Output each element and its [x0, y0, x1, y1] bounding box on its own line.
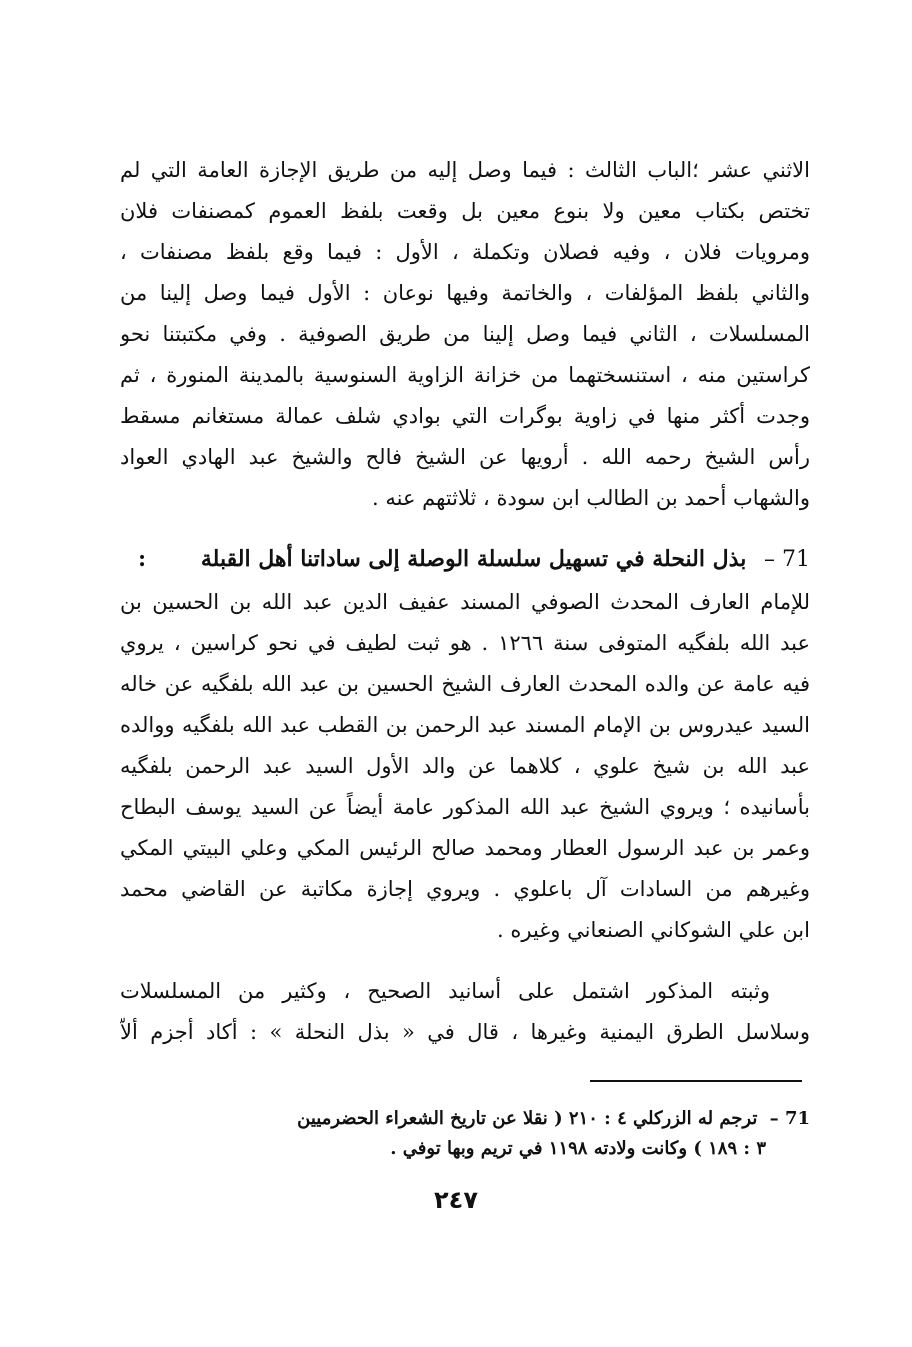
text-line: وعمر بن عبد الرسول العطار ومحمد صالح الرئيس المكي وعلي البيتي المكي — [120, 836, 810, 860]
paragraph-continuation — [120, 971, 810, 1053]
entry-title: بذل النحلة في تسهيل سلسلة الوصلة إلى ساداتنا أهل القبلة — [200, 546, 747, 572]
text-line: الاثني عشر ؛الباب الثالث : فيما وصل إليه من طريق الإجازة العامة التي لم — [120, 158, 810, 182]
text-line: عبد الله بلفگيه المتوفى سنة ١٢٦٦ . هو ثبت لطيف في نحو كراسين ، يروي — [120, 631, 810, 655]
paragraph-entry-body — [120, 582, 810, 951]
text-line: فيه عامة عن والده المحدث العارف الشيخ الحسين بن عبد الله بلفگيه عن خاله — [120, 672, 810, 696]
text-line: تختص بكتاب معين ولا بنوع معين بل وقعت بلفظ العموم كمصنفات فلان — [120, 199, 810, 223]
text-line: والشهاب أحمد بن الطالب ابن سودة ، ثلاثتهم عنه . — [372, 486, 810, 510]
text-line: وجدت أكثر منها في زاوية بوگرات التي بوادي شلف عمالة مستغانم مسقط — [120, 404, 810, 428]
footnote-number: 71 – — [769, 1108, 810, 1129]
text-line: وغيرهم من السادات آل باعلوي . ويروي إجازة مكاتبة عن القاضي محمد — [120, 877, 810, 901]
text-line: بأسانيده ؛ ويروي الشيخ عبد الله المذكور عامة أيضاً عن السيد يوسف البطاح — [120, 795, 810, 819]
text-line: ابن علي الشوكاني الصنعاني وغيره . — [497, 918, 810, 942]
text-line: والثاني بلفظ المؤلفات ، والخاتمة وفيها نوعان : الأول فيما وصل إلينا من — [120, 281, 810, 305]
entry-number: 71 – — [764, 547, 810, 572]
page-number: ٢٤٧ — [434, 1186, 478, 1214]
entry-heading — [120, 537, 810, 581]
text-line: للإمام العارف المحدث الصوفي المسند عفيف الدين عبد الله بن الحسين بن — [120, 590, 810, 614]
text-line: رأس الشيخ رحمه الله . أرويها عن الشيخ فالح والشيخ عبد الهادي العواد — [120, 445, 810, 469]
paragraph-intro — [120, 150, 810, 519]
text-line: السيد عيدروس بن الإمام المسند عبد الرحمن بن القطب عبد الله بلفگيه ووالده — [120, 713, 810, 737]
entry-colon: : — [138, 546, 147, 572]
footnote-text: ترجم له الزركلي ٤ : ٢١٠ ( نقلا عن تاريخ الشعراء الحضرميين — [297, 1108, 758, 1129]
text-line: وسلاسل الطرق اليمنية وغيرها ، قال في « بذل النحلة » : أكاد أجزم ألاّ — [120, 1020, 810, 1044]
text-line: عبد الله بن شيخ علوي ، كلاهما عن والد الأول السيد عبد الرحمن بلفگيه — [120, 754, 810, 778]
text-line: وثبته المذكور اشتمل على أسانيد الصحيح ، وكثير من المسلسلات — [120, 979, 770, 1003]
footnote-divider — [590, 1080, 802, 1082]
text-line: كراستين منه ، استنسختهما من خزانة الزاوية السنوسية بالمدينة المنورة ، ثم — [120, 363, 810, 387]
footnote-line: ٣ : ١٨٩ ) وكانت ولادته ١١٩٨ في تريم وبها توفي . — [390, 1138, 766, 1159]
footnote — [120, 1104, 810, 1164]
footnote-line — [120, 1104, 810, 1134]
text-line: ومرويات فلان ، وفيه فصلان وتكملة ، الأول : فيما وقع بلفظ مصنفات ، — [120, 240, 810, 264]
text-line: المسلسلات ، الثاني فيما وصل إلينا من طريق الصوفية . وفي مكتبتنا نحو — [120, 322, 810, 346]
